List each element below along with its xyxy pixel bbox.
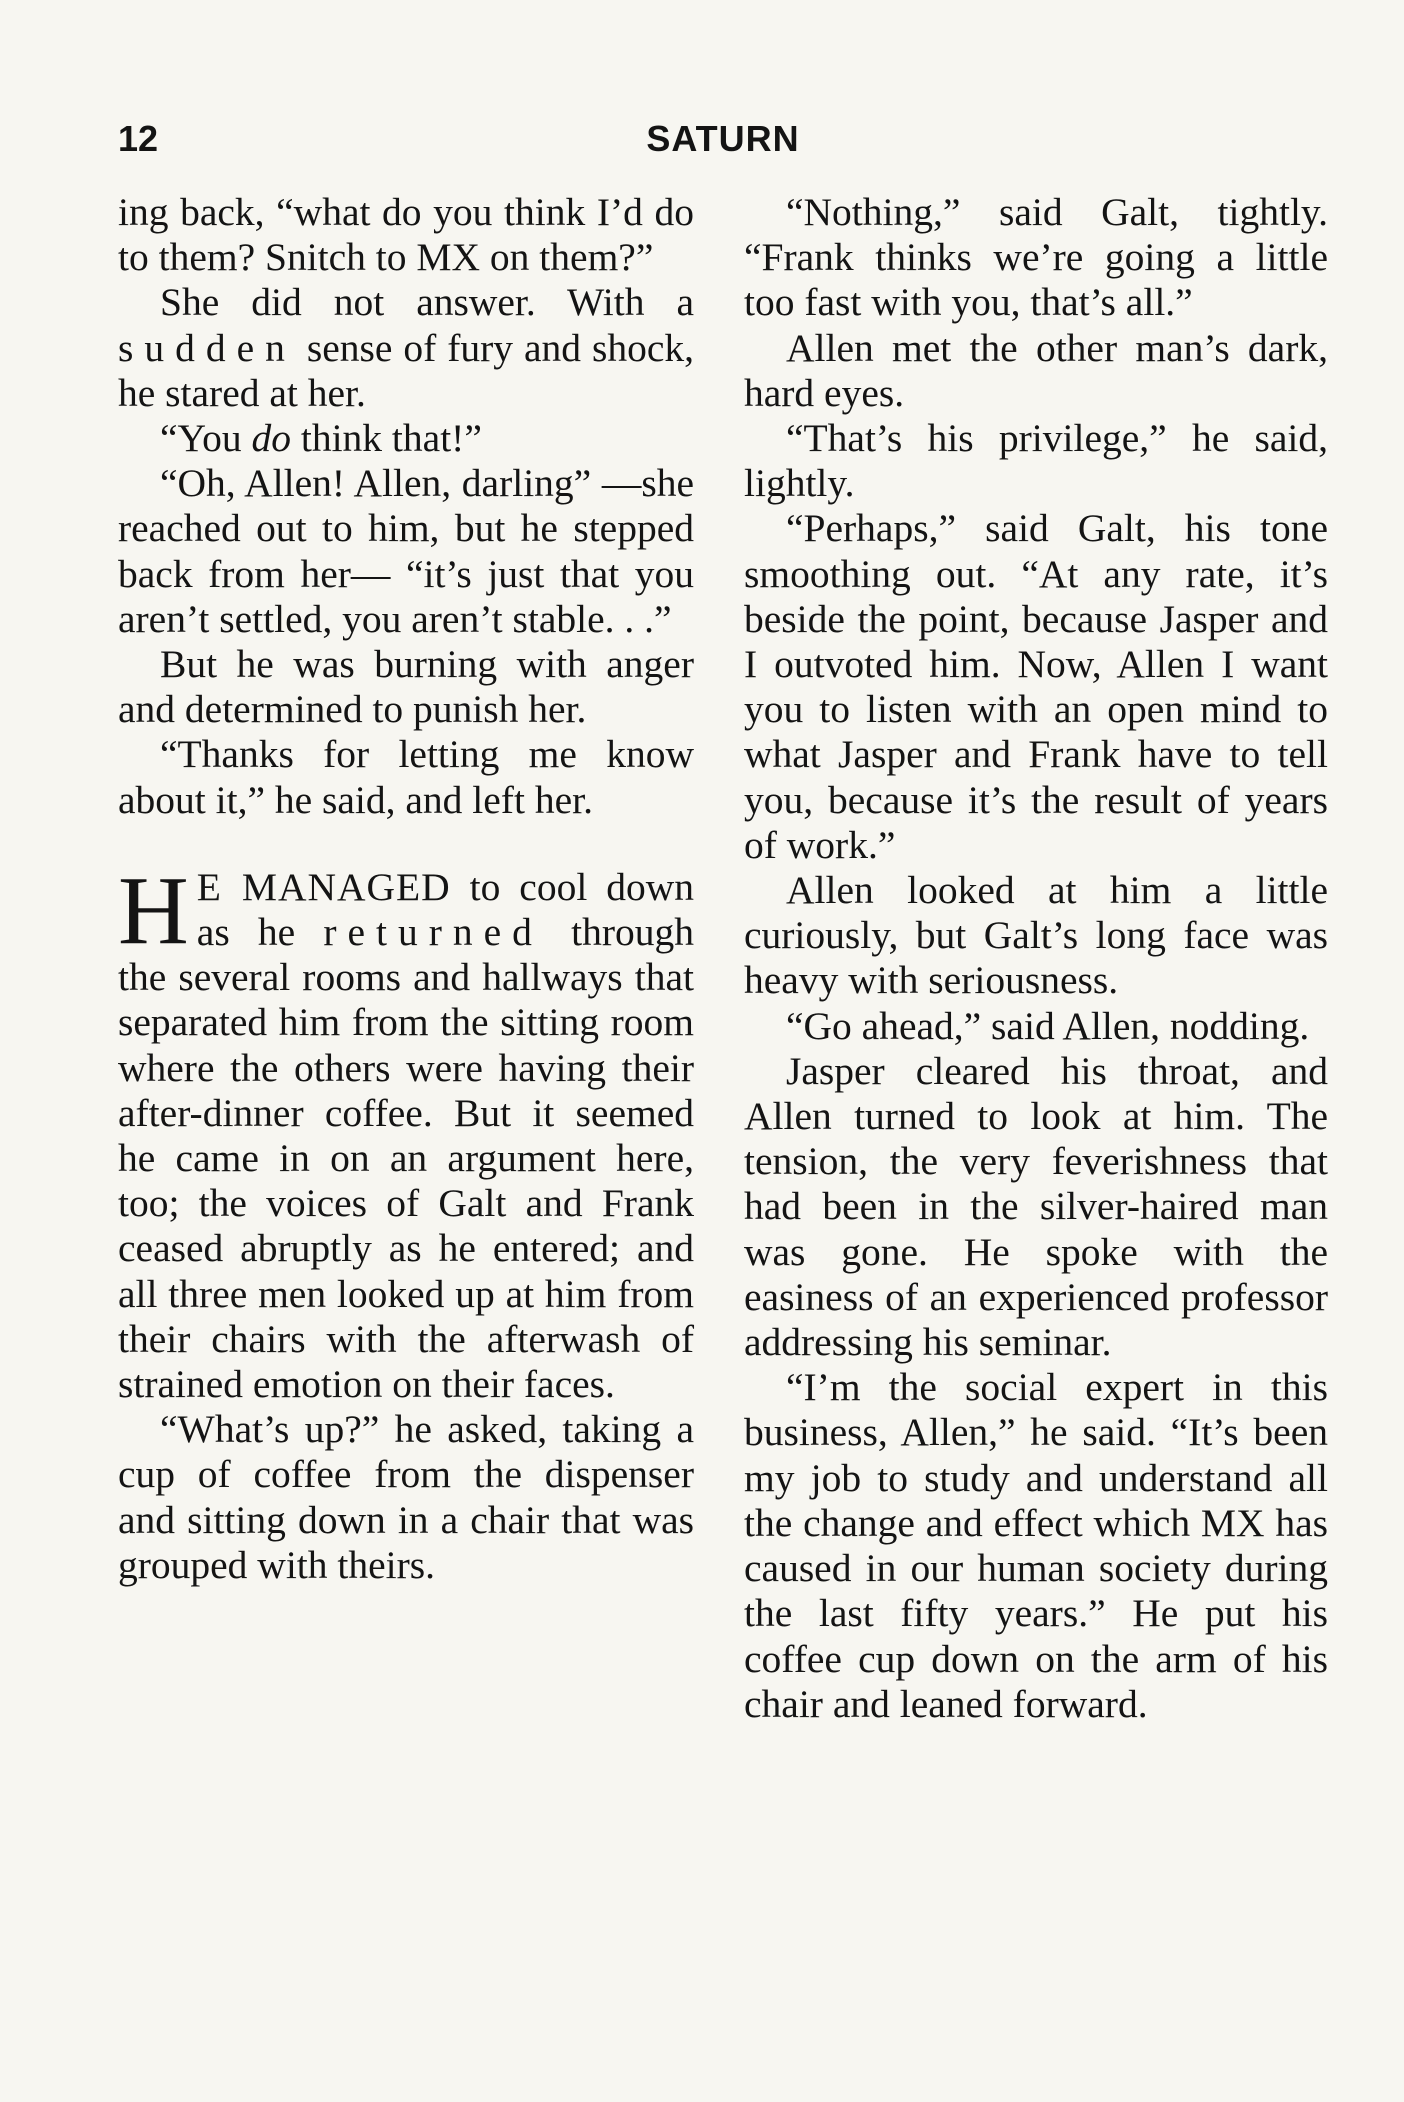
page-number: 12 — [118, 118, 159, 159]
left-column — [118, 190, 694, 1588]
text-run: She did not answer. With a — [160, 280, 694, 325]
text-run: sudden — [118, 325, 296, 370]
text-run: to cool down as he — [196, 864, 694, 955]
paragraph: “Oh, Allen! Allen, darling” —she reached out to him, but he stepped back from her— “it’s just that you aren’t settled, you aren’t stable. . .” — [118, 461, 694, 641]
text-run: returned — [323, 910, 543, 955]
paragraph: But he was burning with anger and determined to punish her. — [118, 642, 694, 732]
paragraph: ing back, “what do you think I’d do to them? Snitch to MX on them?” — [118, 190, 694, 280]
text-run: sense of fury and shock, he stared at her. — [118, 325, 694, 415]
text-run: through the several rooms and hallways that separated him from the sitting room where the others were having their after-dinner coffee. But it seemed he came in on an argument here, too; the voices of Galt and Frank ceased abruptly as he entered; and all three men looked up at him from their chairs with the afterwash of strained emotion on their faces. — [118, 910, 694, 1407]
paragraph: Allen looked at him a little curiously, but Galt’s long face was heavy with seriousness. — [744, 868, 1328, 1003]
paragraph: Jasper cleared his throat, and Allen turned to look at him. The tension, the very feverishness that had been in the silver-haired man was gone. He spoke with the easiness of an experienced professor addressing his seminar. — [744, 1048, 1328, 1365]
text-run: “You — [160, 416, 252, 461]
drop-cap: H — [118, 856, 189, 965]
paragraph: “Thanks for letting me know about it,” he said, and left her. — [118, 732, 694, 822]
running-header — [118, 118, 1328, 168]
paragraph: “Nothing,” said Galt, tightly. “Frank thinks we’re going a little too fast with you, that’s all.” — [744, 190, 1328, 325]
running-title: SATURN — [646, 118, 800, 159]
right-column — [744, 190, 1328, 1727]
paragraph: “Go ahead,” said Allen, nodding. — [786, 1003, 1310, 1048]
paragraph: Allen met the other man’s dark, hard eyes. — [744, 325, 1328, 415]
text-run: think that!” — [290, 416, 482, 461]
section-opening-paragraph — [118, 856, 694, 1407]
text-run: E MANAGED — [196, 864, 451, 909]
italic-text: do — [251, 416, 291, 461]
paragraph — [118, 280, 694, 416]
paragraph: “I’m the social expert in this business, Allen,” he said. “It’s been my job to study and understand all the change and effect which MX has caused in our human society during the last fifty years.” He put his coffee cup down on the arm of his chair and leaned forward. — [744, 1365, 1328, 1726]
paragraph: “Perhaps,” said Galt, his tone smoothing out. “At any rate, it’s beside the point, because Jasper and I outvoted him. Now, Allen I want you to listen with an open mind to what Jasper and Frank have to tell you, because it’s the result of years of work.” — [744, 506, 1328, 867]
paragraph: “That’s his privilege,” he said, lightly. — [744, 416, 1328, 506]
paragraph — [118, 416, 694, 461]
paragraph: “What’s up?” he asked, taking a cup of coffee from the dispenser and sitting down in a chair that was grouped with theirs. — [118, 1407, 694, 1587]
